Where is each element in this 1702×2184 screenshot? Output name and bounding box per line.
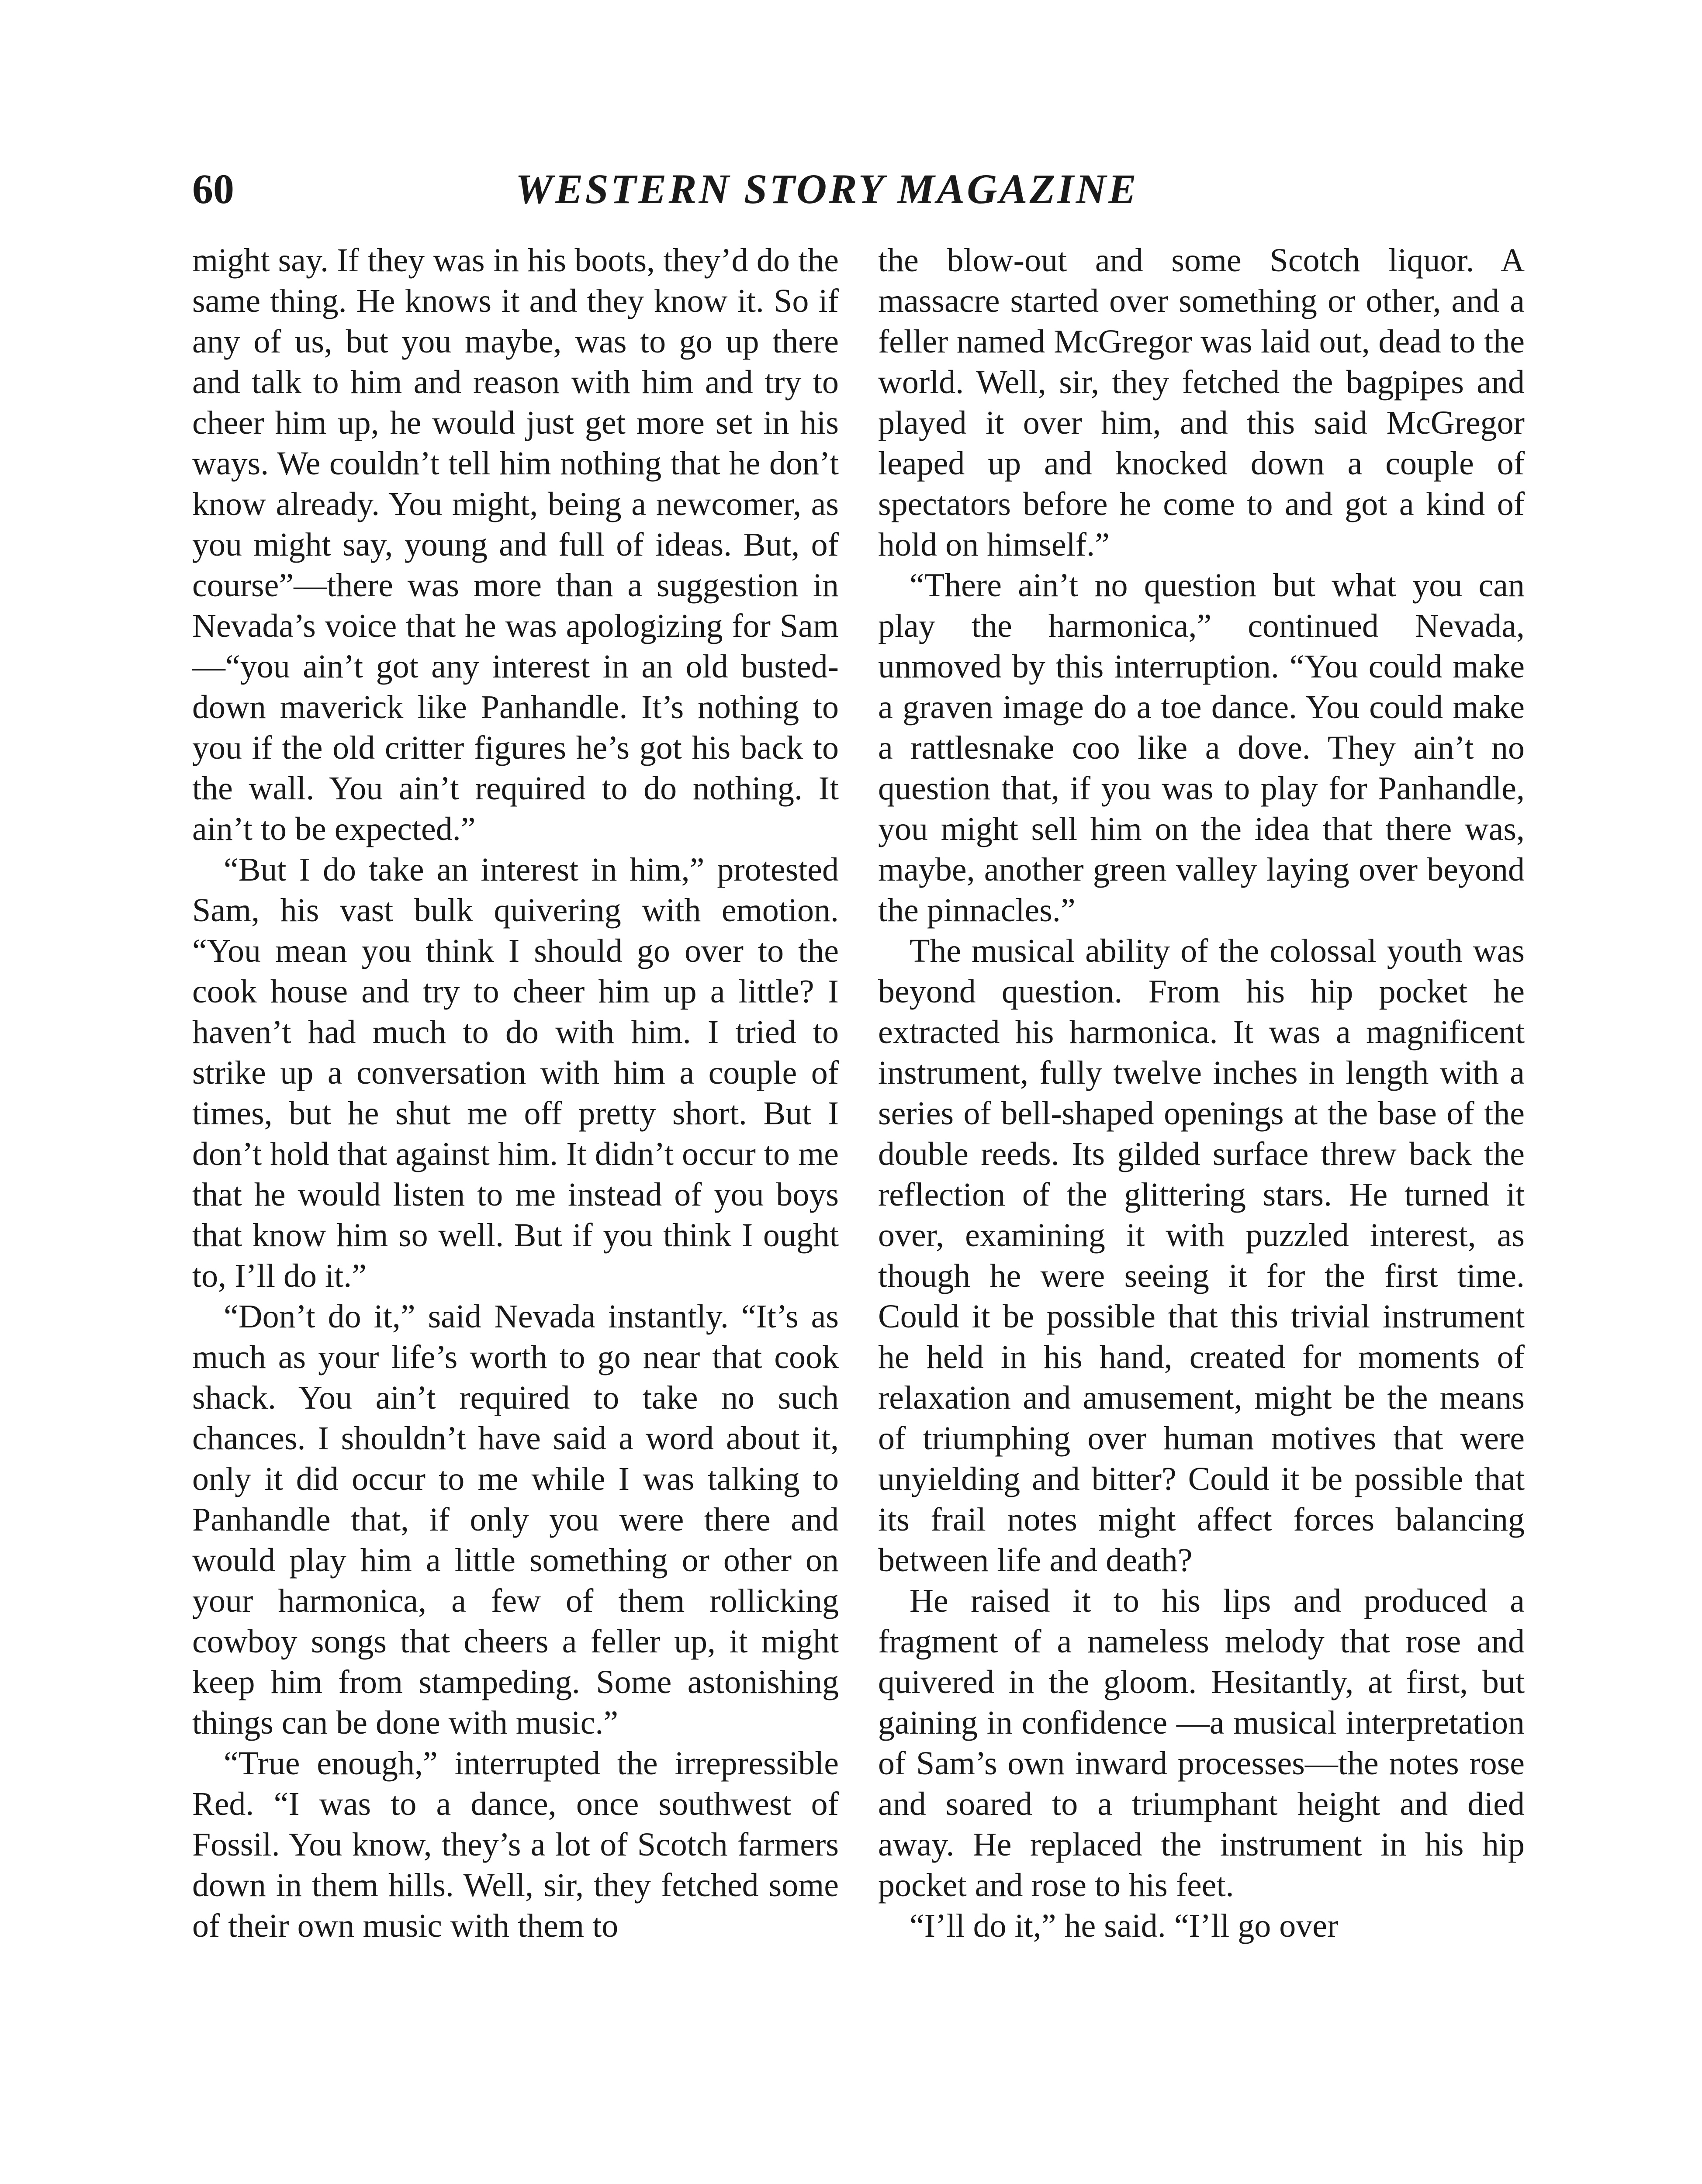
paragraph: The musical ability of the colossal youth was beyond question. From his hip pocket he extracted his harmonica. It was a magnificent instrument, fully twelve inches in length with a series of bell-shaped openings at the base of the double reeds. Its gilded surface threw back the reflection of the glittering stars. He turned it over, examining it with puzzled interest, as though he were seeing it for the first time. Could it be possible that this trivial instrument he held in his hand, created for moments of relaxation and amusement, might be the means of triumphing over human motives that were unyielding and bitter? Could it be possible that its frail notes might affect forces balancing between life and death? (878, 933, 1525, 1579)
paragraph: “Don’t do it,” said Nevada instantly. “It’s as much as your life’s worth to go near that cook shack. You ain’t required to take no such chances. I shouldn’t have said a word about it, only it did occur to me while I was talking to Panhandle that, if only you were there and would play him a little something or other on your harmonica, a few of them rollicking cowboy songs that cheers a feller up, it might keep him from stampeding. Some astonishing things can be done with music.” (192, 1298, 839, 1741)
page-number: 60 (192, 166, 234, 212)
left-column (192, 240, 839, 1946)
paragraph: “There ain’t no question but what you can play the harmonica,” continued Nevada, unmoved by this interruption. “You could make a graven image do a toe dance. You could make a rattlesnake coo like a dove. They ain’t no question that, if you was to play for Panhandle, you might sell him on the idea that there was, maybe, another green valley laying over beyond the pinnacles.” (878, 567, 1525, 929)
paragraph: “But I do take an interest in him,” protested Sam, his vast bulk quivering with emotion. “You mean you think I should go over to the cook house and try to cheer him up a little? I haven’t had much to do with him. I tried to strike up a conversation with him a couple of times, but he shut me off pretty short. But I don’t hold that against him. It didn’t occur to me that he would listen to me instead of you boys that know him so well. But if you think I ought to, I’ll do it.” (192, 851, 839, 1294)
right-column (878, 240, 1525, 1946)
paragraph: might say. If they was in his boots, they’d do the same thing. He knows it and they know it. So if any of us, but you maybe, was to go up there and talk to him and reason with him and try to cheer him up, he would just get more set in his ways. We couldn’t tell him nothing that he don’t know already. You might, being a newcomer, as you might say, young and full of ideas. But, of course”—there was more than a suggestion in Nevada’s voice that he was apologizing for Sam—“you ain’t got any interest in an old busted-down maverick like Panhandle. It’s nothing to you if the old critter figures he’s got his back to the wall. You ain’t required to do nothing. It ain’t to be expected.” (192, 242, 839, 847)
running-head: WESTERN STORY MAGAZINE (515, 166, 1138, 212)
paragraph: He raised it to his lips and produced a fragment of a nameless melody that rose and quivered in the gloom. Hesitantly, at first, but gaining in confidence —a musical interpretation of Sam’s own inward processes—the notes rose and soared to a triumphant height and died away. He replaced the instrument in his hip pocket and rose to his feet. (878, 1583, 1525, 1904)
paragraph: “True enough,” interrupted the irrepressible Red. “I was to a dance, once southwest of Fossil. You know, they’s a lot of Scotch farmers down in them hills. Well, sir, they fetched some of their own music with them to (192, 1745, 839, 1944)
paragraph: “I’ll do it,” he said. “I’ll go over (910, 1908, 1339, 1944)
paragraph: the blow-out and some Scotch liquor. A massacre started over something or other, and a feller named McGregor was laid out, dead to the world. Well, sir, they fetched the bagpipes and played it over him, and this said McGregor leaped up and knocked down a couple of spectators before he come to and got a kind of hold on himself.” (878, 242, 1525, 563)
